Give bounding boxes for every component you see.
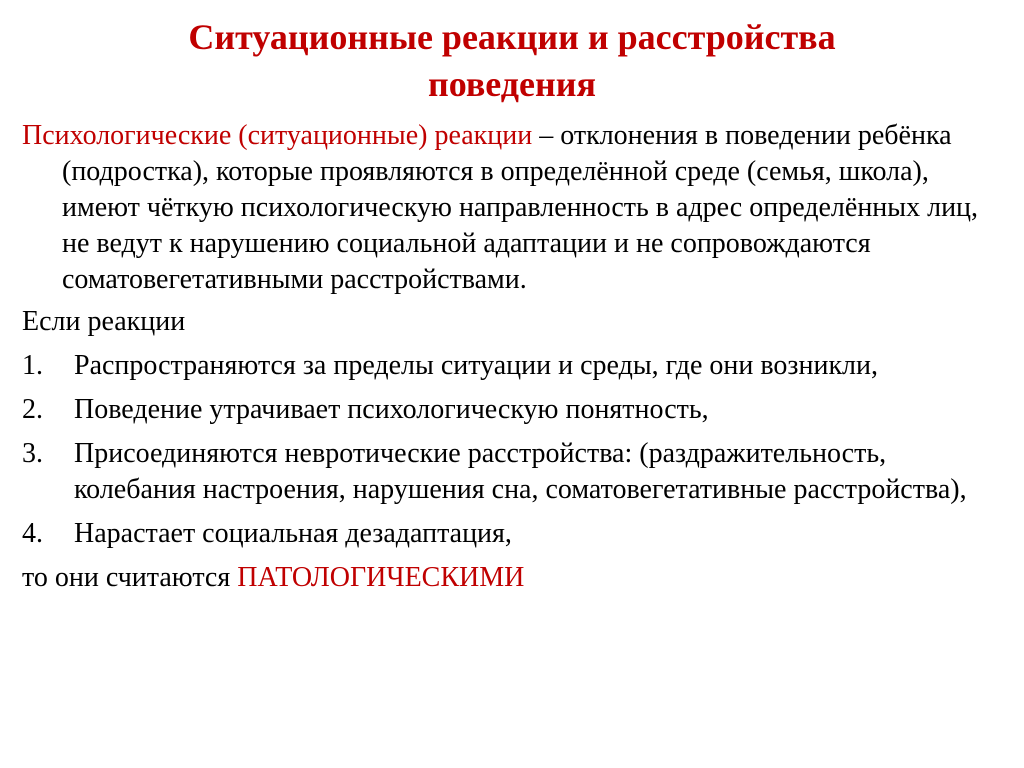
- slide-title: [60, 14, 964, 108]
- conditions-list: [22, 348, 1002, 552]
- list-item-number: 3.: [22, 438, 43, 469]
- slide-title-line-2: поведения: [428, 64, 596, 104]
- list-item: [22, 436, 1002, 508]
- list-item: [22, 392, 1002, 428]
- definition-paragraph: [22, 118, 1002, 298]
- definition-text: – отклонения в поведении ребёнка (подростка), которые проявляются в определённой среде (семья, школа), имеют чёткую психологическую направленность в адрес определённых лиц, не ведут к нарушению социальной адаптации и не сопровождаются соматовегетативными расстройствами.: [62, 120, 979, 295]
- list-item-text: Присоединяются невротические расстройства: (раздражительность, колебания настроения, нарушения сна, соматовегетативные расстройства),: [74, 438, 967, 505]
- list-item: [22, 348, 1002, 384]
- list-item-number: 4.: [22, 518, 43, 549]
- list-item: [22, 516, 1002, 552]
- conclusion-paragraph: [22, 560, 1002, 596]
- slide-body: [22, 118, 1002, 596]
- slide-title-line-1: Ситуационные реакции и расстройства: [188, 17, 836, 57]
- list-item-number: 1.: [22, 350, 43, 381]
- conclusion-prefix: то они считаются: [22, 562, 238, 593]
- definition-term: Психологические (ситуационные) реакции: [22, 120, 533, 151]
- if-reactions-text: Если реакции: [22, 306, 186, 337]
- list-item-text: Распространяются за пределы ситуации и среды, где они возникли,: [74, 350, 879, 381]
- list-item-text: Поведение утрачивает психологическую понятность,: [74, 394, 709, 425]
- conclusion-highlight: ПАТОЛОГИЧЕСКИМИ: [237, 562, 525, 593]
- list-item-number: 2.: [22, 394, 43, 425]
- list-item-text: Нарастает социальная дезадаптация,: [74, 518, 512, 549]
